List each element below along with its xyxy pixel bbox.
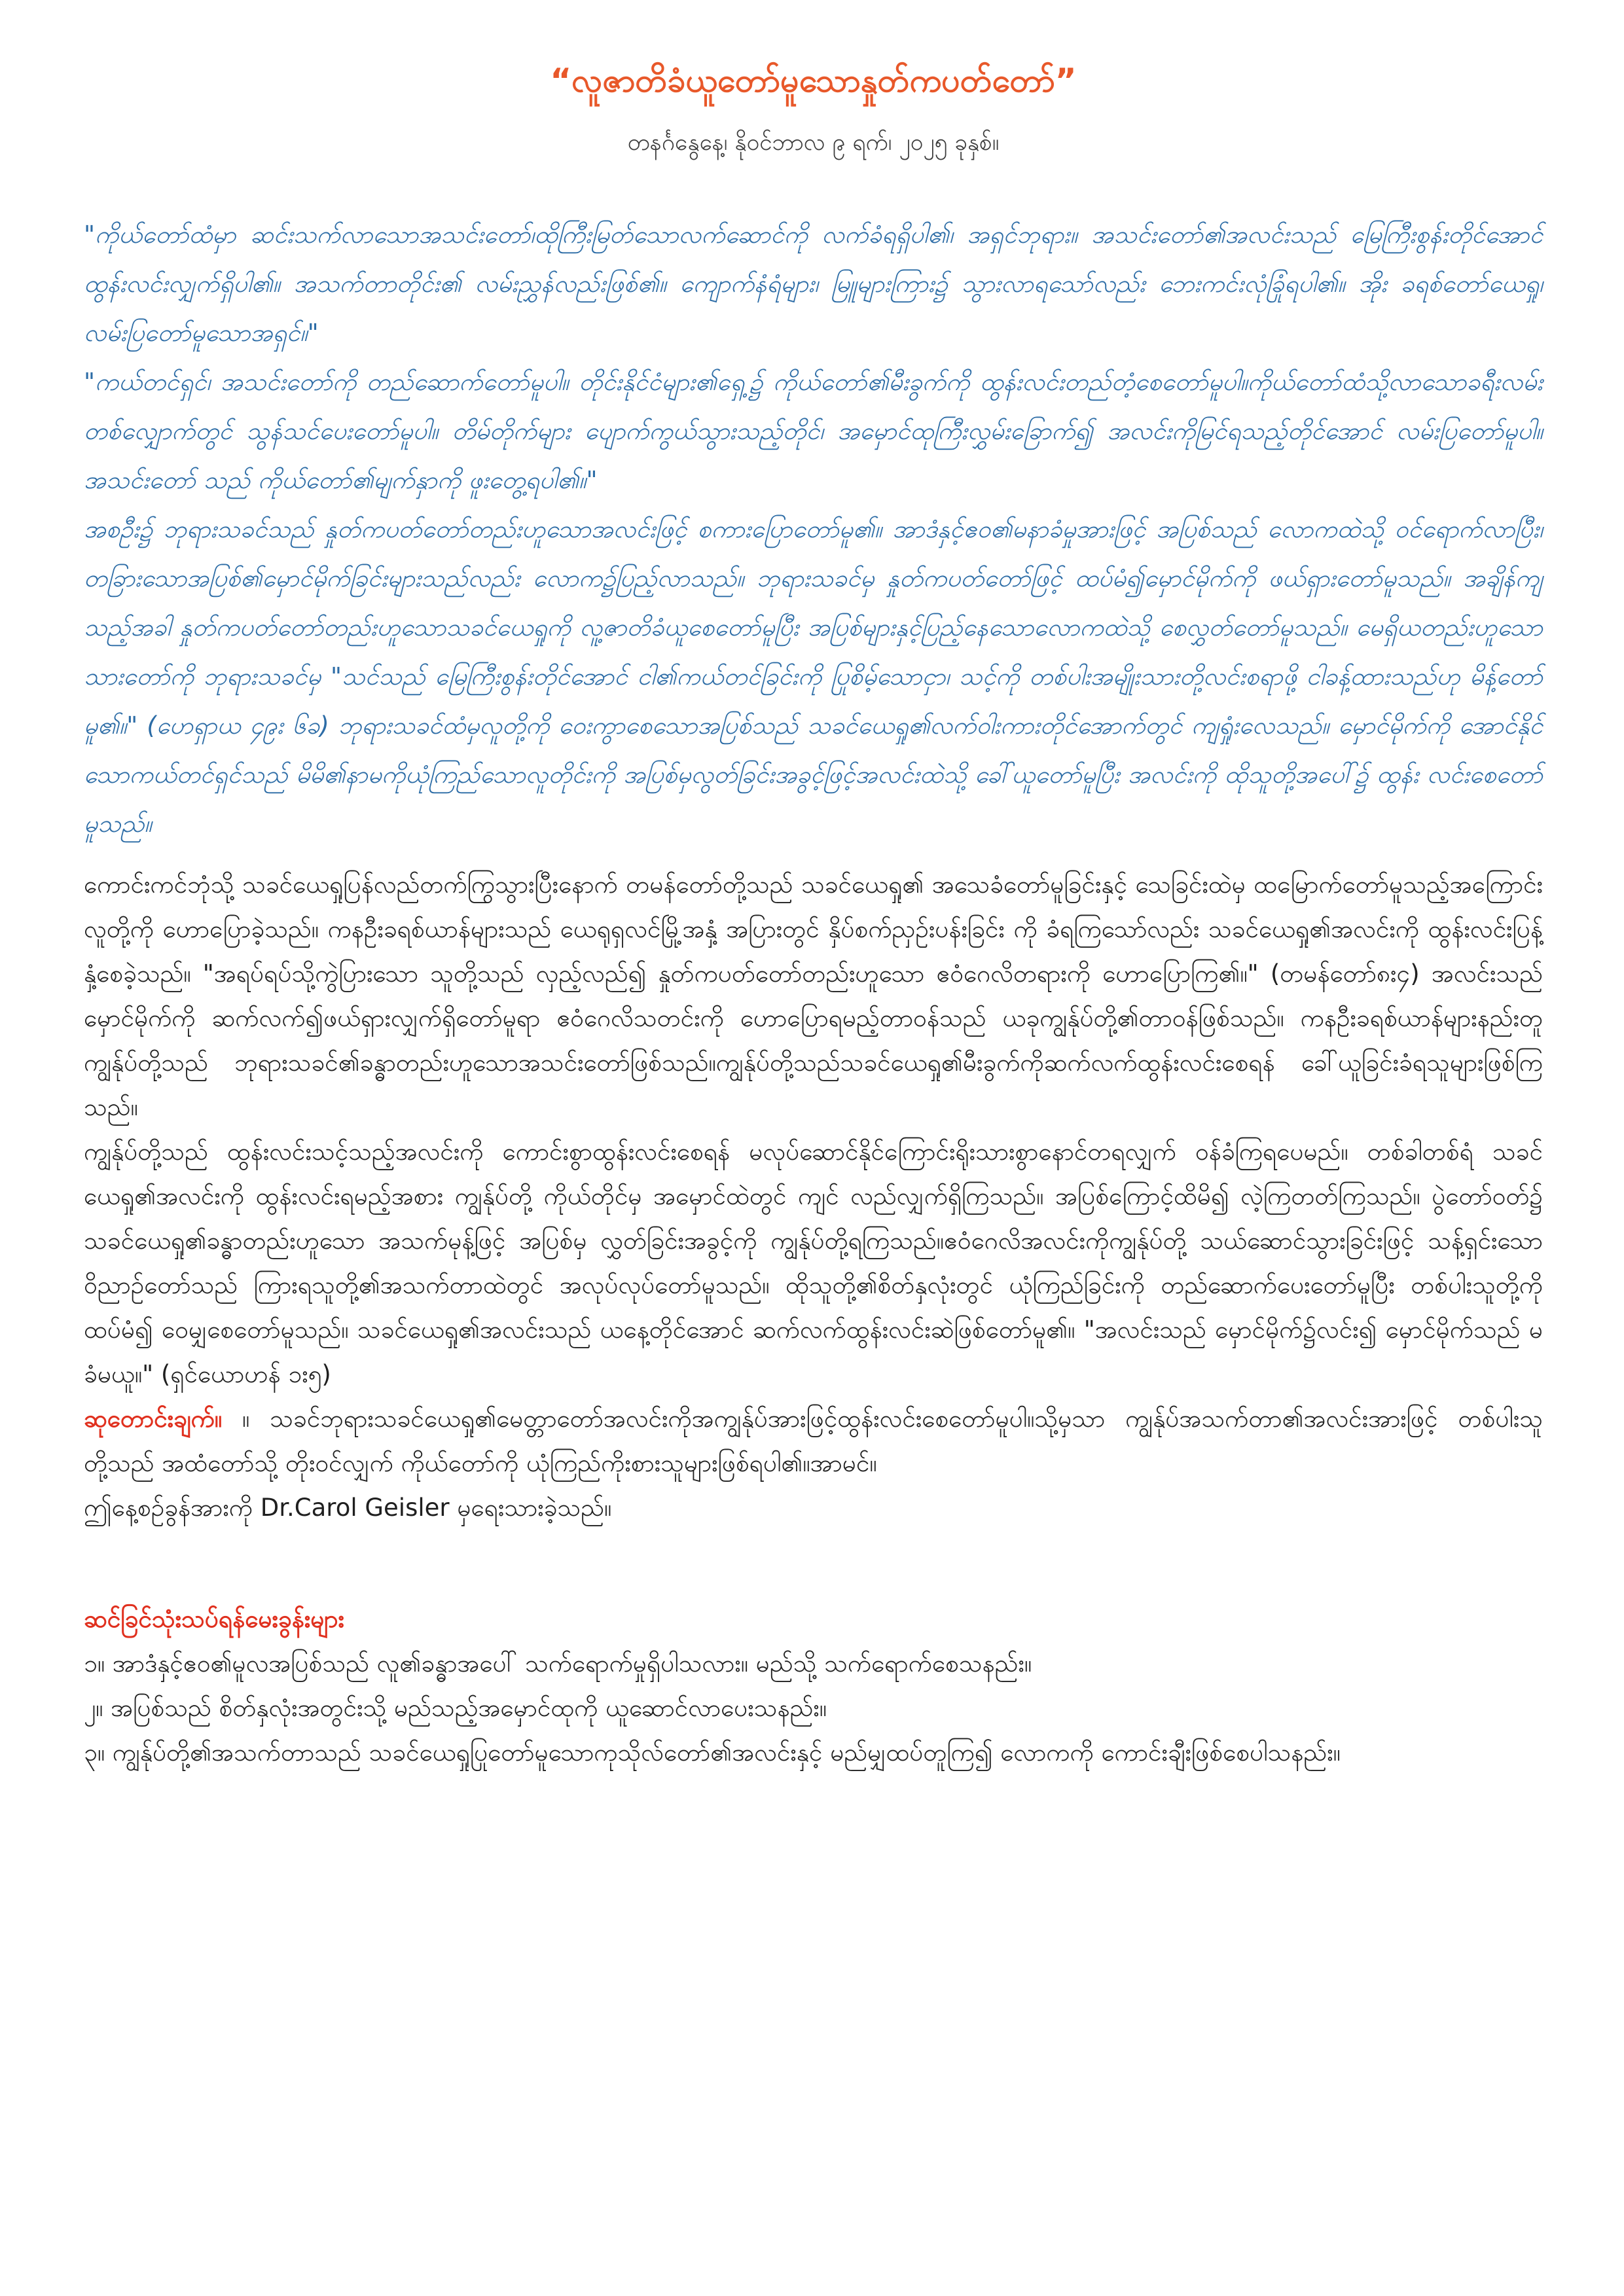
reflection-question-2: ၂။ အပြစ်သည် စိတ်နှလုံးအတွင်းသို့ မည်သည့်အမှောင်ထုကို ယူဆောင်လာပေးသနည်း။ [84, 1694, 827, 1722]
prayer-text: ။ သခင်ဘုရားသခင်ယေရှု၏မေတ္တာတော်အလင်းကိုအကျွန်ုပ်အားဖြင့်ထွန်းလင်းစေတော်မူပါ။သို့မှသာ ကျွန်ုပ်အသက်တာ၏အလင်းအားဖြင့် တစ်ပါးသူတို့သည် အထံတော်သို့ တိုးဝင်လျှက် ကိုယ်တော်ကို ယုံကြည်ကိုးစားသူများဖြစ်ရပါ၏။အာမင်။ [84, 1405, 1543, 1477]
body-paragraph-2: ကျွန်ုပ်တို့သည် ထွန်းလင်းသင့်သည့်အလင်းကို ကောင်းစွာထွန်းလင်းစေရန် မလုပ်ဆောင်နိုင်ကြောင်းရိုးသားစွာနောင်တရလျှက် ဝန်ခံကြရပေမည်။ တစ်ခါတစ်ရံ သခင်ယေရှု၏အလင်းကို ထွန်းလင်းရမည့်အစား ကျွန်ုပ်တို့ ကိုယ်တိုင်မှ အမှောင်ထဲတွင် ကျင် လည်လျှက်ရှိကြသည်။ အပြစ်ကြောင့်ထိမိ၍ လဲ့ကြတတ်ကြသည်။ ပွဲတော်ဝတ်၌ သခင်ယေရှု၏ခန္ဓာတည်းဟူသော အသက်မုန့်ဖြင့် အပြစ်မှ လွှတ်ခြင်းအခွင့်ကို ကျွန်ုပ်တို့ရကြသည်။ဧဝံဂေလိအလင်းကိုကျွန်ုပ်တို့ သယ်ဆောင်သွားခြင်းဖြင့် သန့်ရှင်းသောဝိညာဉ်တော်သည် ကြားရသူတို့၏အသက်တာထဲတွင် အလုပ်လုပ်တော်မူသည်။ ထိုသူတို့၏စိတ်နှလုံးတွင် ယုံကြည်ခြင်းကို တည်ဆောက်ပေးတော်မူပြီး တစ်ပါးသူတို့ကို ထပ်မံ၍ ဝေမျှစေတော်မူသည်။ သခင်ယေရှု၏အလင်းသည် ယနေ့တိုင်အောင် ဆက်လက်ထွန်းလင်းဆဲဖြစ်တော်မူ၏။ "အလင်းသည် မှောင်မိုက်၌လင်း၍ မှောင်မိုက်သည် မခံမယူ။" (ရှင်ယောဟန် ၁း၅) [84, 1138, 1543, 1388]
body-paragraph-1: ကောင်းကင်ဘုံသို့ သခင်ယေရှုပြန်လည်တက်ကြွသွားပြီးနောက် တမန်တော်တို့သည် သခင်ယေရှု၏ အသေခံတော်မူခြင်းနှင့် သေခြင်းထဲမှ ထမြောက်တော်မူသည့်အကြောင်း လူတို့ကို ဟောပြောခဲ့သည်။ ကနဦးခရစ်ယာန်များသည် ယေရုရှလင်မြို့အနှံ့ အပြားတွင် နှိပ်စက်ညှဉ်းပန်းခြင်း ကို ခံရကြသော်လည်း သခင်ယေရှု၏အလင်းကို ထွန်းလင်းပြန့်နှံ့စေခဲ့သည်။ "အရပ်ရပ်သို့ကွဲပြားသော သူတို့သည် လှည့်လည်၍ နှုတ်ကပတ်တော်တည်းဟူသော ဧဝံဂေလိတရားကို ဟောပြောကြ၏။" (တမန်တော်၈း၄) အလင်းသည် မှောင်မိုက်ကို ဆက်လက်၍ဖယ်ရှားလျှက်ရှိတော်မူရာ ဧဝံဂေလိသတင်းကို ဟောပြောရမည့်တာဝန်သည် ယခုကျွန်ုပ်တို့၏တာဝန်ဖြစ်သည်။ ကနဦးခရစ်ယာန်များနည်းတူ ကျွန်ုပ်တို့သည် ဘုရားသခင်၏ခန္ဓာတည်းဟူသောအသင်းတော်ဖြစ်သည်။ကျွန်ုပ်တို့သည်သခင်ယေရှု၏မီးခွက်ကိုဆက်လက်ထွန်းလင်းစေရန် ခေါ်ယူခြင်းခံရသူများဖြစ်ကြသည်။ [84, 870, 1543, 1121]
intro-paragraph-3: အစဦး၌ ဘုရားသခင်သည် နှုတ်ကပတ်တော်တည်းဟူသောအလင်းဖြင့် စကားပြောတော်မူ၏။ အာဒံနှင့်ဧဝ၏မနာခံမှုအားဖြင့် အပြစ်သည် လောကထဲသို့ ဝင်ရောက်လာပြီး၊ တခြားသောအပြစ်၏မှောင်မိုက်ခြင်းများသည်လည်း လောက၌ပြည့်လာသည်။ ဘုရားသခင်မှ နှုတ်ကပတ်တော်ဖြင့် ထပ်မံ၍မှောင်မိုက်ကို ဖယ်ရှားတော်မူသည်။ အချိန်ကျသည့်အခါ နှုတ်ကပတ်တော်တည်းဟူသောသခင်ယေရှုကို လူ့ဇာတိခံယူစေတော်မူပြီး အပြစ်များနှင့်ပြည့်နေသောလောကထဲသို့ စေလွှတ်တော်မူသည်။ မေရှိယတည်းဟူသောသားတော်ကို ဘုရားသခင်မှ "သင်သည် မြေကြီးစွန်းတိုင်အောင် ငါ၏ကယ်တင်ခြင်းကို ပြုစိမ့်သောငှာ၊ သင့်ကို တစ်ပါးအမျိုးသားတို့လင်းစရာဖို့ ငါခန့်ထားသည်ဟု မိန့်တော်မူ၏။" (ဟေရှာယ ၄၉း ၆ခ) ဘုရားသခင်ထံမှလူတို့ကို ဝေးကွာစေသောအပြစ်သည် သခင်ယေရှု၏လက်ဝါးကားတိုင်အောက်တွင် ကျရှုံးလေသည်။ မှောင်မိုက်ကို အောင်နိုင်သောကယ်တင်ရှင်သည် မိမိ၏နာမကိုယုံကြည်သောလူတိုင်းကို အပြစ်မှလွတ်ခြင်းအခွင့်ဖြင့်အလင်းထဲသို့ ခေါ်ယူတော်မူပြီး အလင်းကို ထိုသူတို့အပေါ်၌ ထွန်း လင်းစေတော်မူသည်။ [84, 515, 1543, 838]
intro-paragraph-1: "ကိုယ်တော်ထံမှာ ဆင်းသက်လာသောအသင်းတော်၊ထိုကြီးမြတ်သောလက်ဆောင်ကို လက်ခံရရှိပါ၏၊ အရှင်ဘုရား။ အသင်းတော်၏အလင်းသည် မြေကြီးစွန်းတိုင်အောင် ထွန်းလင်းလျှက်ရှိပါ၏။ အသက်တာတိုင်း၏ လမ်းညွှန်လည်းဖြစ်၏။ ကျောက်နံရံများ၊ မြူများကြား၌ သွားလာရသော်လည်း ဘေးကင်းလုံခြုံရပါ၏။ အိုး ခရစ်တော်ယေရှု၊ လမ်းပြတော်မူသောအရှင်။" [84, 221, 1543, 347]
reflection-heading: ဆင်ခြင်သုံးသပ်ရန်မေးခွန်းများ [84, 1605, 344, 1633]
opening-prayer-section [84, 210, 1543, 848]
reflection-question-1: ၁။ အာဒံနှင့်ဧဝ၏မူလအပြစ်သည် လူ၏ခန္ဓာအပေါ် သက်ရောက်မှုရှိပါသလား။ မည်သို့ သက်ရောက်စေသနည်း။ [84, 1649, 1032, 1677]
intro-paragraph-2: "ကယ်တင်ရှင်၊ အသင်းတော်ကို တည်ဆောက်တော်မူပါ။ တိုင်းနိုင်ငံများ၏ရှေ့၌ ကိုယ်တော်၏မီးခွက်ကို ထွန်းလင်းတည်တံ့စေတော်မူပါ။ကိုယ်တော်ထံသို့လာသောခရီးလမ်းတစ်လျှောက်တွင် သွန်သင်ပေးတော်မူပါ။ တိမ်တိုက်များ ပျောက်ကွယ်သွားသည့်တိုင်၊ အမှောင်ထုကြီးလွှမ်းခြောက်၍ အလင်းကိုမြင်ရသည့်တိုင်အောင် လမ်းပြတော်မူပါ။ အသင်းတော် သည် ကိုယ်တော်၏မျက်နှာကို ဖူးတွေ့ရပါ၏။" [84, 368, 1543, 494]
prayer-paragraph [84, 1397, 1543, 1486]
reflection-question-3: ၃။ ကျွန်ုပ်တို့၏အသက်တာသည် သခင်ယေရှုပြုတော်မူသောကုသိုလ်တော်၏အလင်းနှင့် မည်မျှထပ်တူကြ၍ လောကကို ကောင်းချီးဖြစ်စေပါသနည်း။ [84, 1738, 1341, 1767]
reflection-questions-section [84, 1597, 1543, 1775]
devotion-date: တနင်္ဂနွေနေ့၊ နိုဝင်ဘာလ ၉ ရက်၊ ၂၀၂၅ ခုနှစ်။ [627, 130, 1000, 156]
author-note: ဤနေ့စဉ်ခွန်အားကို Dr.Carol Geisler မှရေးသားခဲ့သည်။ [84, 1494, 612, 1522]
prayer-label: ဆုတောင်းချက်။ [84, 1405, 223, 1433]
devotion-body [84, 863, 1543, 1530]
devotion-title: “လူဇာတိခံယူတော်မူသောနှုတ်ကပတ်တော်” [550, 62, 1077, 99]
